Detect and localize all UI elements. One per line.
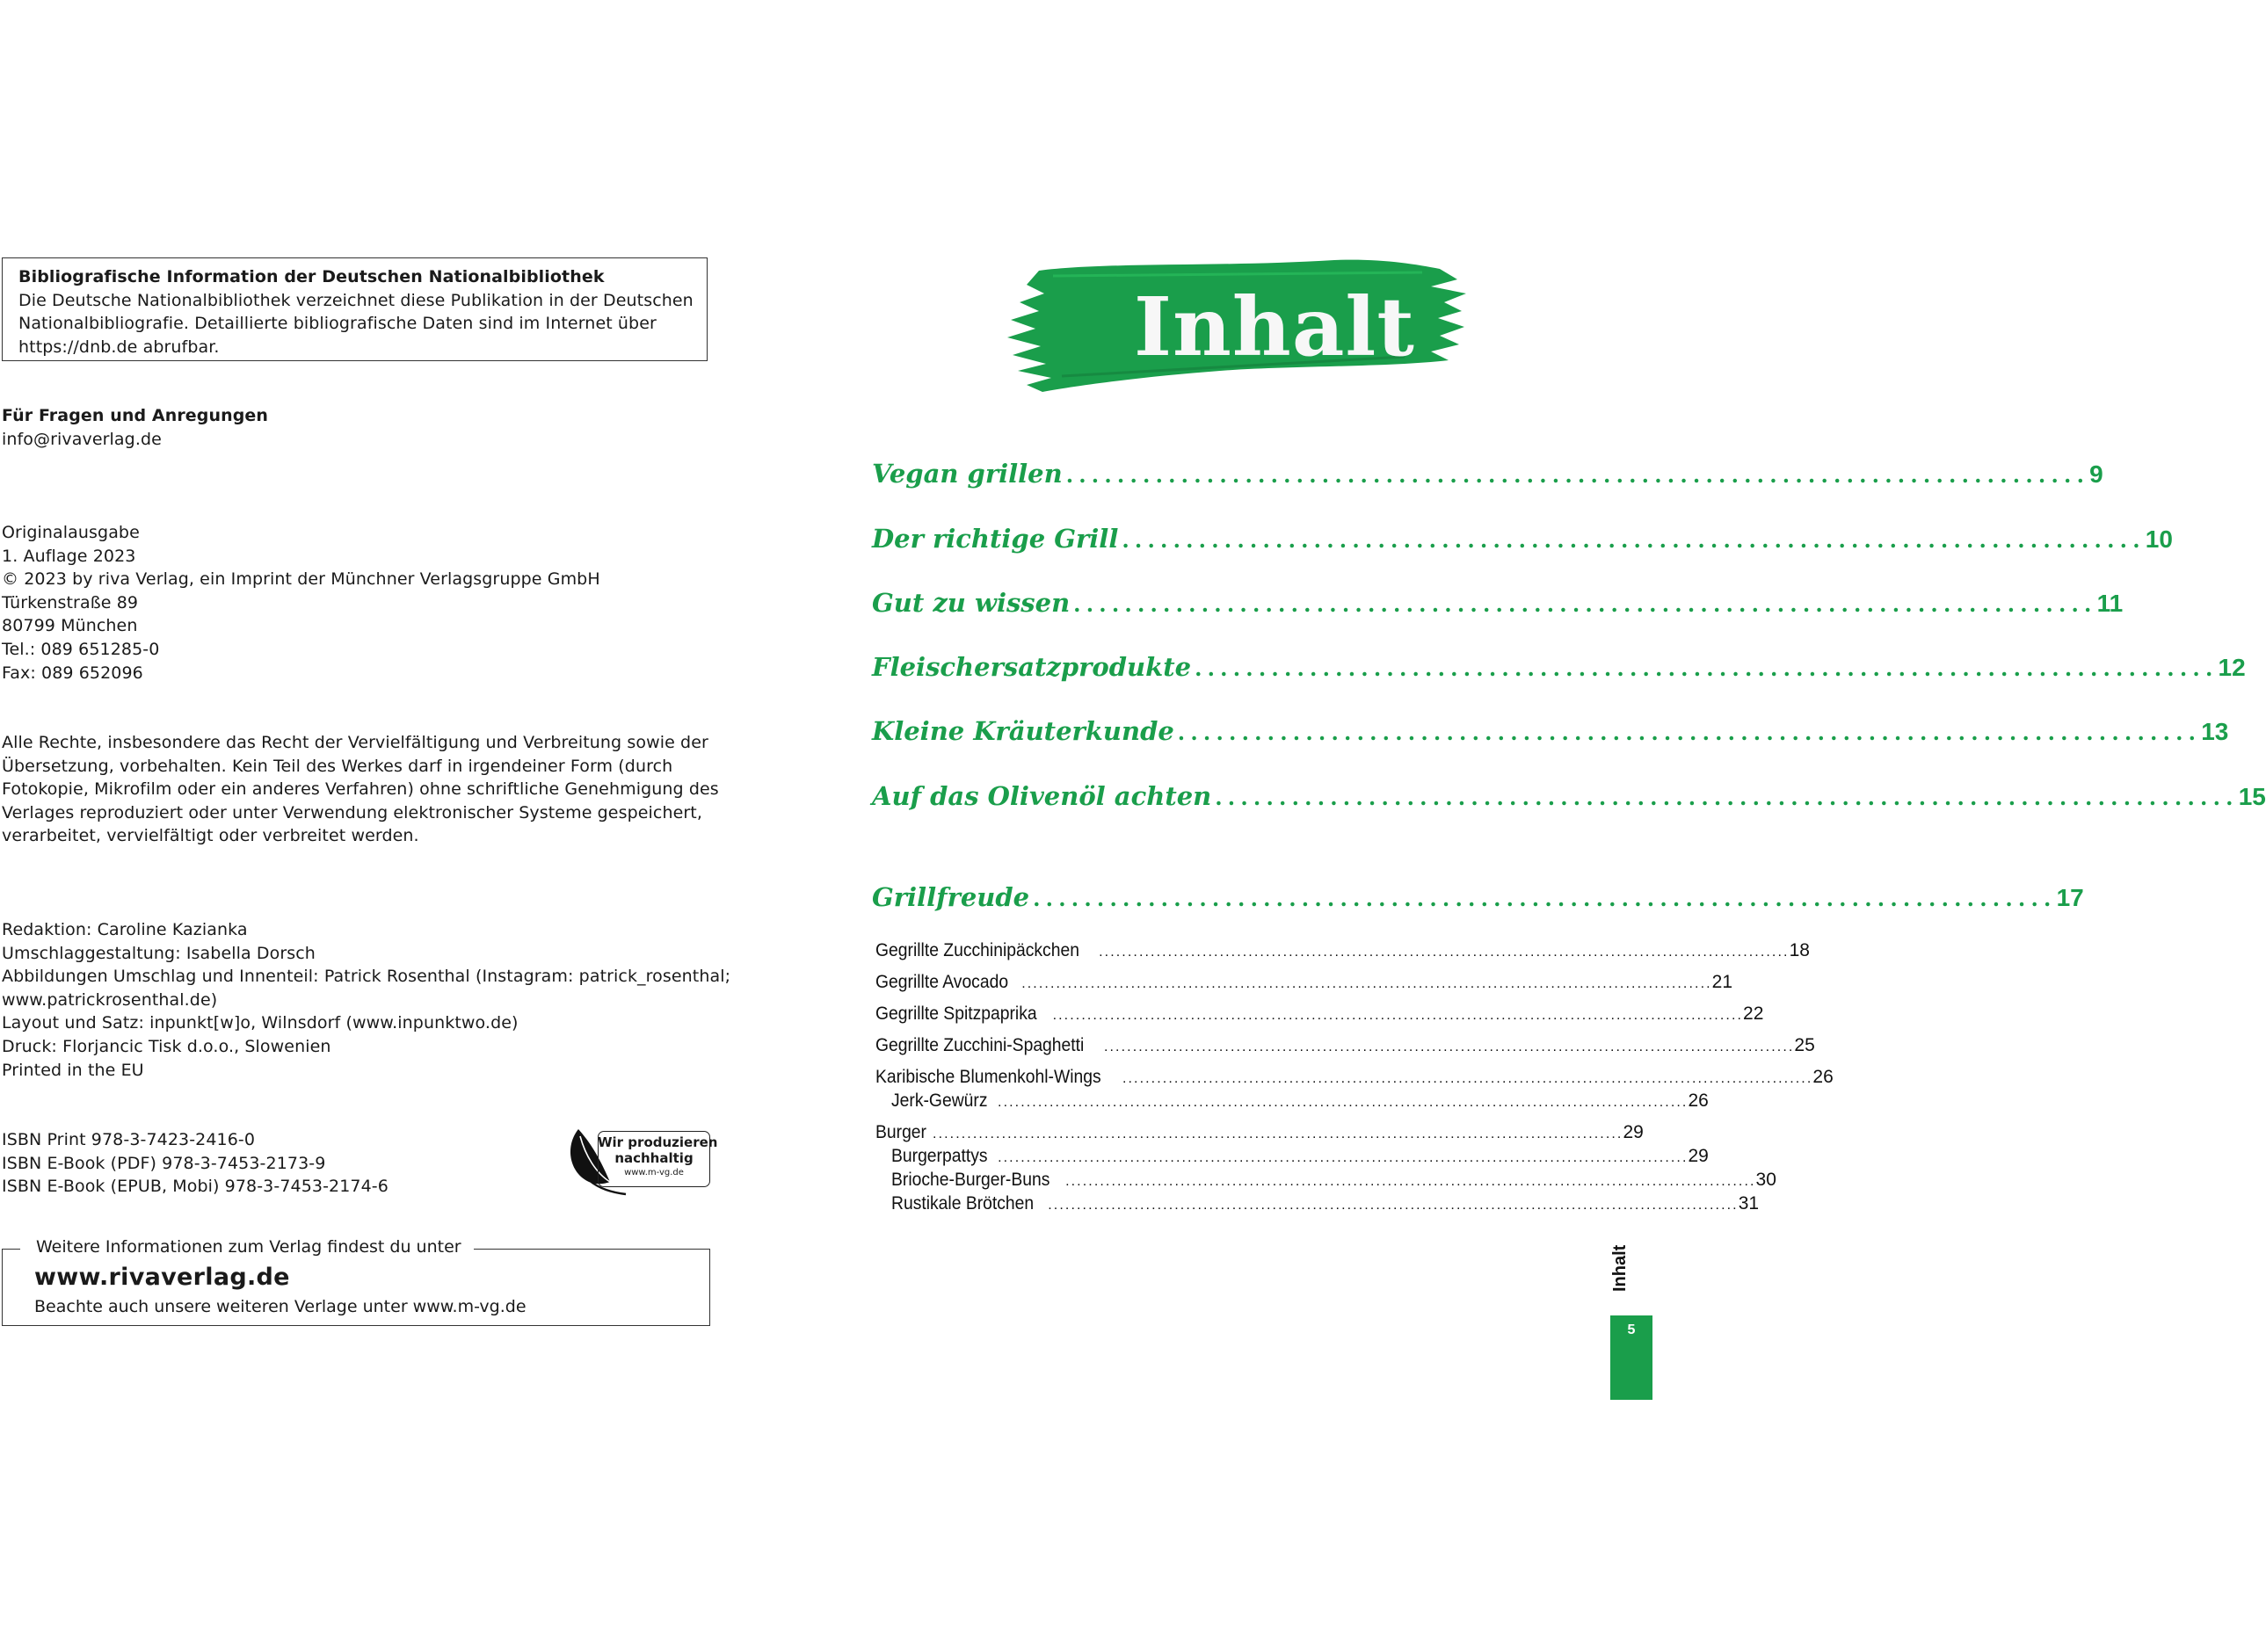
contact-email: info@rivaverlag.de	[2, 429, 162, 449]
credits-line: Redaktion: Caroline Kazianka	[2, 920, 248, 939]
toc-recipe-entry[interactable]	[875, 940, 1810, 964]
isbn-line: ISBN E-Book (PDF) 978-3-7453-2173-9	[2, 1153, 326, 1173]
toc-recipe-entry[interactable]	[875, 1067, 1834, 1090]
toc-recipe-page: 21	[1711, 972, 1733, 992]
credits-line: Abbildungen Umschlag und Innenteil: Patrick Rosenthal (Instagram: patrick_rosenthal;	[2, 967, 731, 987]
biblio-line: Nationalbibliografie. Detaillierte bibliografische Daten sind im Internet über	[18, 314, 657, 334]
toc-main-label: Gut zu wissen	[872, 588, 1071, 618]
rights-line: Übersetzung, vorbehalten. Kein Teil des Werkes darf in irgendeiner Form (durch	[2, 756, 673, 776]
toc-leader: ........................................................................................................................	[1065, 1174, 1756, 1189]
contact-block	[2, 404, 268, 451]
toc-recipe-label: Gegrillte Zucchinipäckchen	[875, 940, 1079, 960]
toc-leader: ................................................................................	[1195, 656, 2219, 681]
toc-main-entry[interactable]	[872, 652, 2246, 696]
toc-recipe-label: Gegrillte Avocado	[875, 972, 1009, 992]
page-number-tab	[1610, 1315, 1652, 1400]
toc-recipe-label: Rustikale Brötchen	[891, 1193, 1035, 1214]
section-side-label: Inhalt	[1610, 1244, 1630, 1292]
toc-recipe-label: Gegrillte Zucchini-Spaghetti	[875, 1035, 1085, 1055]
toc-leader: ........................................................................................................................	[998, 1150, 1689, 1165]
credits-block	[2, 918, 730, 1082]
toc-leader: ........................................................................................................................	[1122, 1071, 1813, 1086]
toc-main-entry[interactable]	[872, 459, 2103, 503]
toc-main-label: Kleine Kräuterkunde	[872, 716, 1174, 746]
toc-recipe-page: 25	[1794, 1035, 1815, 1055]
credits-line: Printed in the EU	[2, 1060, 144, 1080]
toc-recipe-page: 26	[1812, 1067, 1834, 1087]
toc-recipe-entry[interactable]	[891, 1193, 1760, 1217]
toc-leader: ........................................................................................................................	[1099, 945, 1790, 960]
toc-recipe-label: Burger	[875, 1122, 926, 1142]
toc-recipe-entry[interactable]	[875, 1035, 1815, 1059]
toc-main-label: Fleischersatzprodukte	[872, 652, 1192, 682]
toc-recipe-page: 31	[1738, 1193, 1760, 1214]
toc-main-entry[interactable]	[872, 781, 2266, 825]
toc-leader: ........................................................................................................................	[1048, 1198, 1739, 1213]
toc-recipe-entry[interactable]	[891, 1090, 1709, 1114]
toc-main-page: 10	[2145, 525, 2173, 553]
toc-main-page: 17	[2056, 884, 2084, 911]
toc-recipe-entry[interactable]	[875, 972, 1733, 996]
toc-main-entry[interactable]	[872, 524, 2173, 568]
toc-leader: ........................................................................................................................	[933, 1127, 1623, 1141]
publisher-web-box	[2, 1237, 710, 1326]
edition-line: Türkenstraße 89	[2, 592, 139, 612]
toc-recipe-entry[interactable]	[875, 1004, 1764, 1027]
toc-leader: ........................................................................................................................	[998, 1095, 1689, 1110]
edition-line: Fax: 089 652096	[2, 663, 143, 683]
toc-recipe-entry[interactable]	[875, 1122, 1644, 1146]
toc-main-entry[interactable]	[872, 588, 2124, 632]
edition-line: Tel.: 089 651285-0	[2, 639, 160, 659]
toc-main-label: Vegan grillen	[872, 459, 1063, 489]
toc-recipe-label: Jerk-Gewürz	[891, 1090, 988, 1111]
toc-main-label: Auf das Olivenöl achten	[872, 781, 1212, 811]
rights-block	[2, 731, 719, 848]
toc-main-page: 9	[2089, 460, 2103, 488]
toc-recipe-label: Brioche-Burger-Buns	[891, 1170, 1050, 1190]
toc-main-page: 13	[2201, 718, 2229, 745]
toc-recipe-page: 29	[1623, 1122, 1644, 1142]
isbn-line: ISBN E-Book (EPUB, Mobi) 978-3-7453-2174-6	[2, 1177, 389, 1197]
toc-leader: ................................................................................	[1122, 527, 2146, 553]
toc-recipe-label: Gegrillte Spitzpaprika	[875, 1004, 1037, 1024]
biblio-line: https://dnb.de abrufbar.	[18, 337, 220, 357]
isbn-line: ISBN Print 978-3-7423-2416-0	[2, 1130, 256, 1149]
biblio-line: Die Deutsche Nationalbibliothek verzeichnet diese Publikation in der Deutschen	[18, 290, 694, 310]
toc-recipe-label: Burgerpattys	[891, 1146, 988, 1166]
toc-leader: ................................................................................	[1215, 785, 2239, 810]
isbn-block	[2, 1128, 389, 1199]
toc-recipe-label: Karibische Blumenkohl-Wings	[875, 1067, 1101, 1087]
edition-line: Originalausgabe	[2, 523, 140, 542]
edition-block	[2, 521, 600, 685]
badge-url: www.m-vg.de	[624, 1168, 684, 1177]
toc-recipe-entry[interactable]	[891, 1146, 1709, 1170]
toc-leader: ................................................................................	[1065, 462, 2090, 488]
toc-main-label: Der richtige Grill	[872, 524, 1119, 554]
toc-recipe-page: 18	[1789, 940, 1810, 960]
toc-recipe-page: 29	[1688, 1146, 1709, 1166]
rights-line: verarbeitet, vervielfältigt oder verbreitet werden.	[2, 826, 419, 846]
edition-line: 1. Auflage 2023	[2, 546, 136, 566]
toc-main-page: 12	[2218, 654, 2246, 681]
badge-line-2: nachhaltig	[614, 1150, 694, 1166]
toc-main-page: 15	[2238, 783, 2266, 810]
toc-leader: ................................................................................	[1033, 886, 2057, 911]
toc-main-label: Grillfreude	[872, 882, 1030, 912]
credits-line: Druck: Florjancic Tisk d.o.o., Slowenien	[2, 1036, 331, 1056]
toc-recipe-page: 22	[1743, 1004, 1764, 1024]
contact-heading: Für Fragen und Anregungen	[2, 406, 269, 425]
rights-line: Alle Rechte, insbesondere das Recht der Vervielfältigung und Verbreitung sowie der	[2, 733, 708, 752]
credits-line: Layout und Satz: inpunkt[w]o, Wilnsdorf (www.inpunktwo.de)	[2, 1013, 519, 1033]
credits-line: www.patrickrosenthal.de)	[2, 989, 218, 1010]
toc-leader: ........................................................................................................................	[1021, 976, 1712, 991]
toc-leader: ........................................................................................................................	[1052, 1008, 1744, 1023]
bibliographic-info-box	[2, 257, 708, 361]
sustainability-badge	[568, 1127, 718, 1192]
page-title: Inhalt	[1134, 279, 1415, 374]
toc-main-entry[interactable]	[872, 882, 2084, 926]
page-number: 5	[1627, 1322, 1636, 1337]
web-url-link[interactable]: www.rivaverlag.de	[34, 1264, 290, 1291]
rights-line: Verlages reproduziert oder unter Verwendung elektronischer Systeme gespeichert,	[2, 802, 702, 822]
toc-recipe-page: 30	[1755, 1170, 1776, 1190]
badge-line-1: Wir produzieren	[598, 1134, 718, 1150]
toc-main-page: 11	[2096, 590, 2124, 617]
credits-line: Umschlaggestaltung: Isabella Dorsch	[2, 943, 316, 963]
edition-line: © 2023 by riva Verlag, ein Imprint der Münchner Verlagsgruppe GmbH	[2, 569, 600, 590]
toc-main-entry[interactable]	[872, 716, 2229, 760]
toc-recipe-entry[interactable]	[891, 1170, 1776, 1193]
web-legend: Weitere Informationen zum Verlag findest du unter	[20, 1237, 474, 1257]
toc-recipe-page: 26	[1688, 1090, 1709, 1111]
rights-line: Fotokopie, Mikrofilm oder ein anderes Verfahren) ohne schriftliche Genehmigung des	[2, 779, 719, 800]
web-subline: Beachte auch unsere weiteren Verlage unter www.m-vg.de	[34, 1297, 527, 1316]
biblio-heading: Bibliografische Information der Deutschen Nationalbibliothek	[18, 267, 605, 286]
toc-leader: ................................................................................	[1073, 591, 2097, 617]
edition-line: 80799 München	[2, 616, 138, 636]
toc-leader: ........................................................................................................................	[1103, 1040, 1795, 1054]
toc-leader: ................................................................................	[1177, 720, 2202, 745]
